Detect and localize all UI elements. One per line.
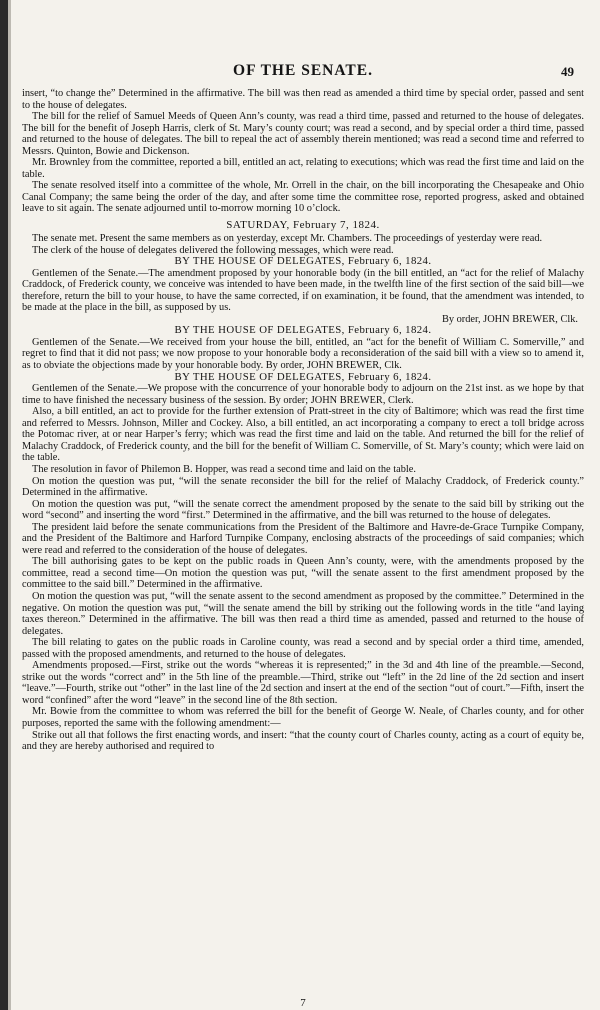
message-heading: BY THE HOUSE OF DELEGATES, February 6, 1824. bbox=[174, 370, 432, 383]
paragraph: On motion the question was put, “will the senate correct the amendment proposed by the senate to the said bill by striking out the word “second” and inserting the word “first.” Determined in the affirmative, and the bill was returned to the house of delegates. bbox=[22, 498, 584, 522]
page-header bbox=[22, 60, 584, 88]
message-heading: BY THE HOUSE OF DELEGATES, February 6, 1824. bbox=[174, 324, 432, 337]
session-date-heading: SATURDAY, February 7, 1824. bbox=[226, 219, 380, 232]
paragraph: The bill relating to gates on the public roads in Caroline county, was read a second and by special order a third time, amended, passed with the proposed amendments, and returned to the house of delegates. bbox=[22, 637, 584, 660]
paragraph: The president laid before the senate communications from the President of the Baltimore and Havre-de-Grace Turnpike Company, and the President of the Baltimore and Harford Turnpike Company, enclosing abstracts of the proceedings of said companies; which were read and referred to the consideration of the house of delegates. bbox=[22, 521, 584, 556]
paragraph: The senate met. Present the same members as on yesterday, except Mr. Chambers. The proceedings of yesterday were read. bbox=[32, 233, 543, 245]
printer-signature-mark: 7 bbox=[300, 997, 306, 1009]
paragraph: insert, “to change the” Determined in the affirmative. The bill was then read as amended a third time by special order, passed and sent to the house of delegates. bbox=[22, 88, 584, 111]
message-signature: By order, JOHN BREWER, Clk. bbox=[441, 313, 578, 325]
paragraph: On motion the question was put, “will the senate reconsider the bill for the relief of Malachy Craddock, of Frederick county.” Determined in the affirmative. bbox=[22, 475, 584, 499]
paragraph: Mr. Bowie from the committee to whom was referred the bill for the benefit of George W. Neale, of Charles county, and for other purposes, reported the same with the following amendment:— bbox=[22, 706, 584, 729]
message-paragraph: Gentlemen of the Senate.—The amendment proposed by your honorable body (in the bill entitled, an “act for the relief of Malachy Craddock, of Frederick county, we conceive was intended to have been made, in the twelfth line of the first section of the said bill—we therefore, return the bill to your house, to have the same corrected, if on examination, it be found, that the amendment was intended, to be made at the place in the bill, as supposed by us. bbox=[22, 267, 584, 314]
running-title: OF THE SENATE. bbox=[233, 62, 373, 79]
paragraph: Mr. Brownley from the committee, reported a bill, entitled an act, relating to executions; which was read the first time and laid on the table. bbox=[22, 157, 584, 180]
body-text bbox=[22, 88, 584, 753]
paragraph: The senate resolved itself into a committee of the whole, Mr. Orrell in the chair, on the bill incorporating the Chesapeake and Ohio Canal Company; the same being the order of the day, and after some time the committee rose, reported progress, asked and obtained leave to sit again. The senate adjourned until to-morrow morning 10 o’clock. bbox=[22, 180, 584, 215]
page-number: 49 bbox=[561, 64, 574, 79]
message-paragraph: Gentlemen of the Senate.—We received from your house the bill, entitled, an “act for the benefit of William C. Somerville,” and regret to find that it did not pass; we now propose to your honorable body a reconsideration of the said bill with a view so to amend it, as to obviate the objections made by your honorable body. By order, JOHN BREWER, Clk. bbox=[22, 336, 584, 372]
paragraph: The bill for the relief of Samuel Meeds of Queen Ann’s county, was read a third time, passed and returned to the house of delegates. The bill for the benefit of Joseph Harris, clerk of St. Mary’s county court; was read a second, and by special order a third time, passed and returned to the house of delegates. The bill to repeal the act of assembly therein mentioned; was read a second time and referred to Messrs. Quinton, Bowie and Dickenson. bbox=[22, 111, 584, 157]
paragraph: Also, a bill entitled, an act to provide for the further extension of Pratt-street in the city of Baltimore; which was read the first time and referred to Messrs. Johnson, Miller and Cockey. Also, a bill entitled, an act incorporating a company to erect a toll bridge across the Potomac river, at or near Harper’s ferry; which was read the first time and laid on the table. And returned the bill for the relief of Malachy Craddock, of Frederick county, and the bill for the benefit of William C. Somerville, of St. Mary’s county; which were laid on the table. bbox=[22, 406, 584, 464]
paragraph: On motion the question was put, “will the senate assent to the second amendment as proposed by the committee.” Determined in the negative. On motion the question was put, “will the senate amend the bill by striking out the following words in the title “and laying taxes thereon.” Determined in the affirmative. The bill was then read a third time as amended, passed and returned to the house of delegates. bbox=[22, 590, 584, 637]
message-paragraph: Gentlemen of the Senate.—We propose with the concurrence of your honorable body to adjourn on the 21st inst. as we hope by that time to have finished the necessary business of the session. By order; JOHN BREWER, Clerk. bbox=[22, 383, 584, 406]
paragraph: The clerk of the house of delegates delivered the following messages, which were read. bbox=[32, 244, 394, 256]
book-spine-shadow bbox=[0, 0, 8, 1010]
book-page bbox=[22, 60, 584, 1009]
paragraph: Strike out all that follows the first enacting words, and insert: “that the county court of Charles county, acting as a court of equity be, and they are hereby authorised and required to bbox=[22, 729, 584, 753]
book-gutter bbox=[8, 0, 11, 1010]
paragraph: The resolution in favor of Philemon B. Hopper, was read a second time and laid on the table. bbox=[32, 463, 416, 475]
message-heading: BY THE HOUSE OF DELEGATES, February 6, 1824. bbox=[174, 255, 432, 268]
paragraph: The bill authorising gates to be kept on the public roads in Queen Ann’s county, were, with the amendments proposed by the committee, read a second time—On motion the question was put, “will the senate assent to the first amendment proposed by the committee to the said bill.” Determined in the affirmative. bbox=[22, 556, 584, 591]
paragraph: Amendments proposed.—First, strike out the words “whereas it is represented;” in the 3d and 4th line of the preamble.—Second, strike out the words “correct and” in the 5th line of the preamble.—Third, strike out “left” in the 2d line of the 2d section and insert “leave.”—Fourth, strike out “other” in the last line of the 2d section and insert at the end of the section “out of court.”—Fifth, insert the word “confined” after the word “leave” in the second line of the 8th section. bbox=[22, 660, 584, 706]
